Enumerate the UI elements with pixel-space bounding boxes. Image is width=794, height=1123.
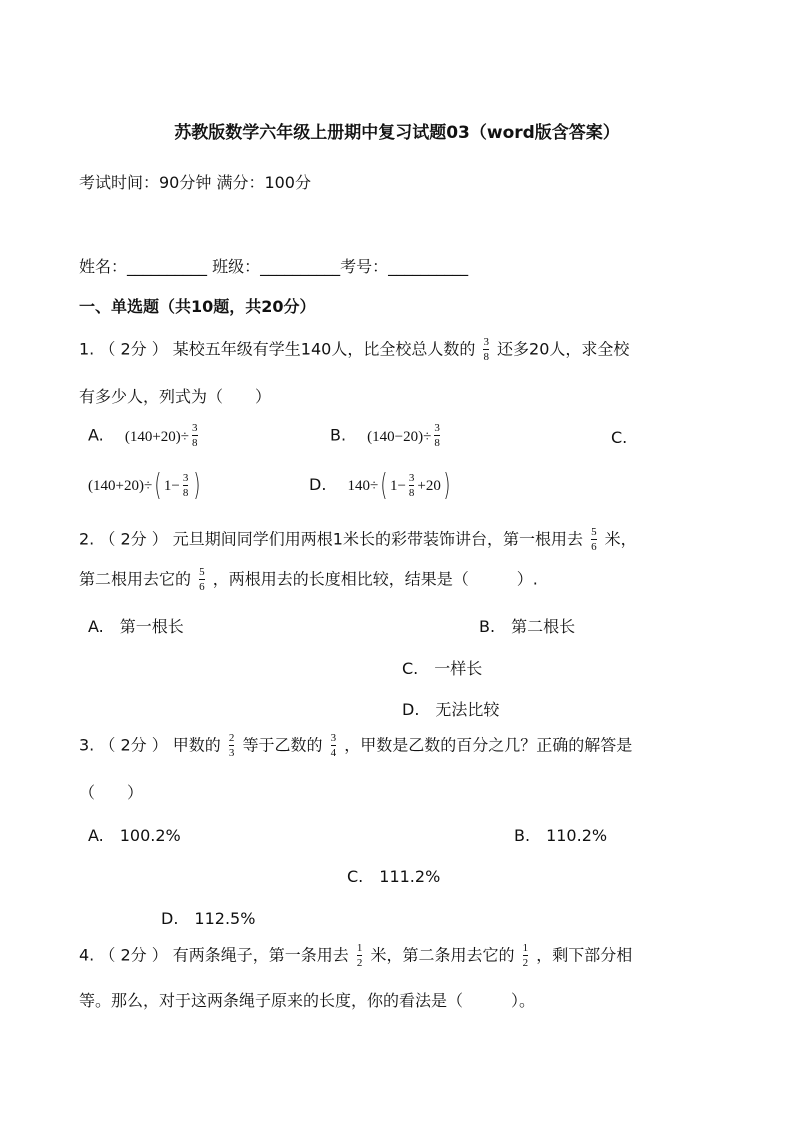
question-3-line1: 3. （ 2分 ） 甲数的 $\frac{2}{3}$ 等于乙数的 $\frac{3}{4}$ ，甲数是乙数的百分之几？正确的解答是 [79, 732, 633, 759]
question-4-line1: 4. （ 2分 ） 有两条绳子，第一条用去 $\frac{1}{2}$ 米，第二条用去它的 $\frac{1}{2}$ ，剩下部分相 [79, 942, 633, 969]
section-heading: 一、单选题（共10题，共20分） [79, 297, 316, 316]
question-1-line1: 1. （ 2分 ） 某校五年级有学生140人，比全校总人数的 $\frac{3}{8}$ 还多20人，求全校 [79, 336, 630, 363]
question-2-line2: 第二根用去它的 $\frac{5}{6}$ ，两根用去的长度相比较，结果是（ ）. [79, 566, 538, 593]
fraction: $\frac{3}{8}$ [483, 336, 489, 363]
q2-option-b[interactable]: B. 第二根长 [479, 617, 576, 636]
q1-option-d[interactable]: D. 140÷( 1− $\frac{3}{8}$ +20) [309, 468, 451, 503]
question-4-line2: 等。那么，对于这两条绳子原来的长度，你的看法是（ ）。 [79, 991, 536, 1010]
student-info: 姓名：__________ 班级：__________考号：__________ [79, 257, 469, 276]
q3-option-a[interactable]: A. 100.2% [88, 826, 181, 845]
question-1-line2: 有多少人，列式为（ ） [79, 387, 272, 406]
question-3-line2: （ ） [79, 783, 144, 802]
q1-option-a[interactable]: A. (140+20)÷ $\frac{3}{8}$ [88, 422, 198, 449]
q3-option-d[interactable]: D. 112.5% [161, 909, 256, 928]
q1-option-c-label[interactable]: C. [611, 428, 628, 447]
q1-option-b[interactable]: B. (140−20)÷ $\frac{3}{8}$ [330, 422, 440, 449]
q1-option-c-expr[interactable]: (140+20)÷( 1− $\frac{3}{8}$ ) [88, 468, 201, 503]
q2-option-c[interactable]: C. 一样长 [402, 659, 483, 678]
q3-option-b[interactable]: B. 110.2% [514, 826, 608, 845]
q2-option-a[interactable]: A. 第一根长 [88, 617, 184, 636]
page-title: 苏教版数学六年级上册期中复习试题03（word版含答案） [174, 123, 620, 143]
exam-info: 考试时间：90分钟 满分：100分 [79, 173, 311, 192]
q3-option-c[interactable]: C. 111.2% [347, 867, 441, 886]
q2-option-d[interactable]: D. 无法比较 [402, 700, 500, 719]
question-2-line1: 2. （ 2分 ） 元旦期间同学们用两根1米长的彩带装饰讲台，第一根用去 $\frac{5}{6}$ 米， [79, 526, 637, 553]
